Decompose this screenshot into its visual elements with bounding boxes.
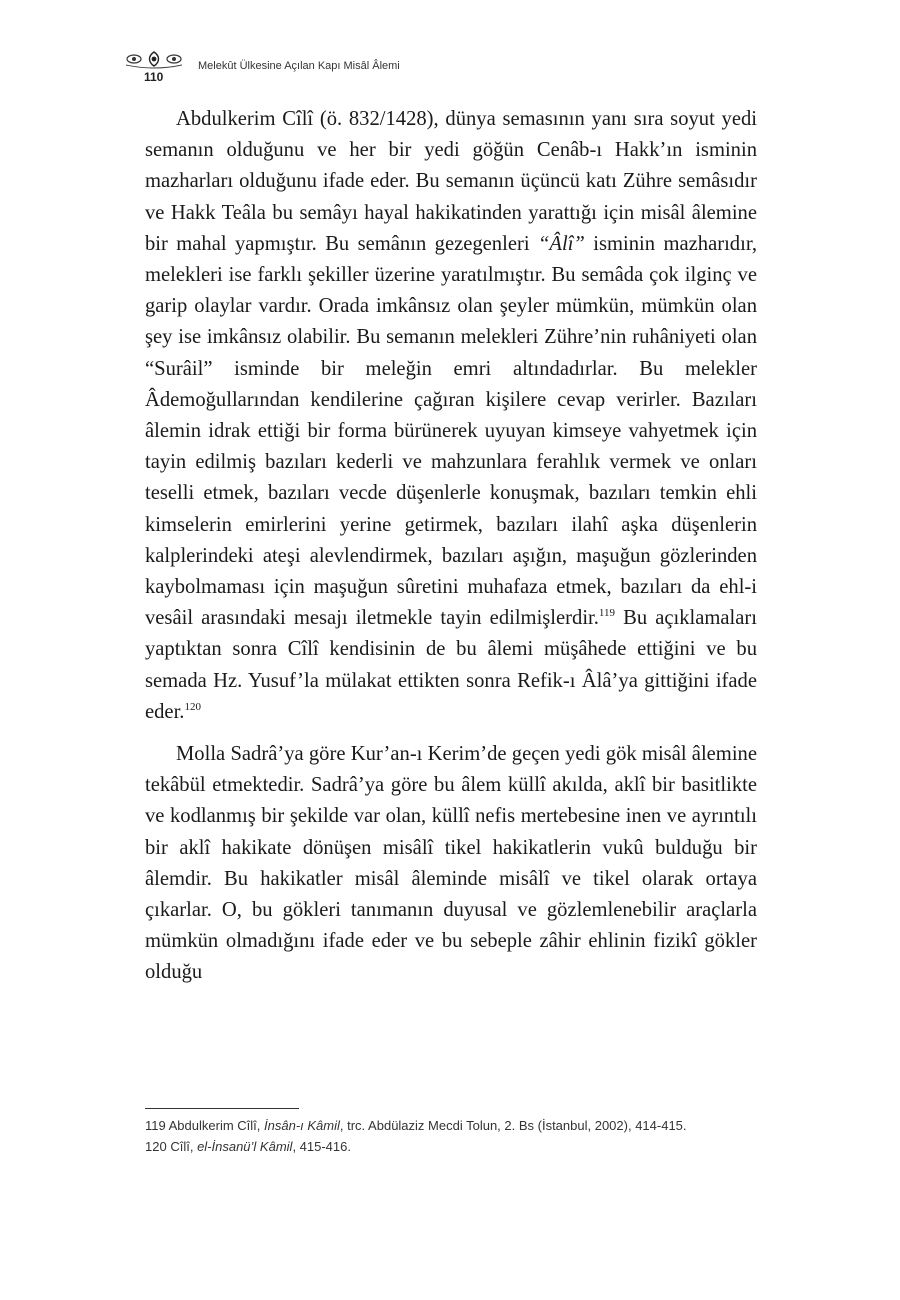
paragraph: [145, 739, 757, 989]
footnote-item: [145, 1116, 757, 1136]
footnote-ref-119[interactable]: 119: [598, 607, 616, 620]
footnote-divider: [145, 1108, 299, 1109]
footnote-title: İnsân-ı Kâmil: [264, 1118, 340, 1133]
paragraph-text: Molla Sadrâ’ya göre Kur’an-ı Kerim’de geçen yedi gök misâl âlemine tekâbül etmektedir. Sadrâ’ya göre bu âlem küllî akılda, aklî bir basitlikte ve kodlanmış bir şekilde var olan, küllî nefis mertebesine inen ve ayrıntılı bir aklî hakikate dönüşen misâlî tikel hakikatlerin vukû bulduğu bir âlemdir. Bu hakikatler misâl âleminde misâlî ve tikel olarak ortaya çıkarlar. O, bu gökleri tanımanın duyusal ve gözlemlenebilir araçlarla mümkün olmadığını ifade eder ve bu sebeple zâhir ehlinin fizikî gökler olduğu: [145, 743, 757, 984]
footnote-number: 119: [145, 1118, 166, 1133]
main-text: [145, 104, 757, 1000]
paragraph: [145, 104, 757, 728]
page-number: 110: [144, 70, 164, 84]
footnote-ref-120[interactable]: 120: [184, 700, 201, 713]
paragraph-text: Abdulkerim Cîlî (ö. 832/1428), dünya semasının yanı sıra soyut yedi semanın olduğunu ve her bir yedi göğün Cenâb-ı Hakk’ın isminin mazharları olduğunu ifade eder. Bu semanın üçüncü katı Zühre semâsıdır ve Hakk Teâla bu semâyı hayal hakikatinden yarattığı için misâl âlemine bir mahal yapmıştır. Bu semânın gezegenleri: [145, 108, 757, 255]
ornament-icon: [124, 50, 184, 72]
footnote-number: 120: [145, 1138, 167, 1154]
footnote-author: Cîlî,: [170, 1138, 198, 1154]
footnote-rest: , 415-416.: [292, 1138, 351, 1154]
footnote-rest: , trc. Abdülaziz Mecdi Tolun, 2. Bs (İstanbul, 2002), 414-415.: [339, 1118, 687, 1133]
paragraph-text: isminin mazharıdır, melekleri ise farklı şekiller üzerine yaratılmıştır. Bu semâda çok ilginç ve garip olaylar vardır. Orada imkânsız olan şeyler mümkün, mümkün olan şey ise imkânsız olabilir. Bu semanın melekleri Zühre’nin ruhâniyeti olan “Surâil” isminde bir meleğin emri altındadırlar. Bu melekler Âdemoğullarından kendilerine çağıran kişilere cevap verirler. Bazıları âlemin idrak ettiği bir forma bürünerek uyuyan kimseye vahyetmek için tayin edilmiş bazıları kederli ve mahzunlara ferahlık vermek ve onları teselli etmek, bazıları vecde düşenlerle konuşmak, bazıları temkin ehli kimselerin emirlerini yerine getirmek, bazıları ilahî aşka düşenlerin kalplerindeki ateşi alevlendirmek, bazıları aşığın, maşuğun gözlerinden kaybolmaması için maşuğun sûretini muhafaza etmek, bazıları da ehl-i vesâil arasındaki mesajı iletmekle tayin edilmişlerdir.: [145, 232, 757, 630]
footnotes: [145, 1116, 757, 1157]
footnote-title: el-İnsanü’l Kâmil: [197, 1138, 293, 1154]
paragraph-text: Bu açıklamaları yaptıktan sonra Cîlî kendisinin de bu âlemi müşâhede ettiğini ve bu semada Hz. Yusuf’la mülakat ettikten sonra Refik-ı Âlâ’ya gittiğini ifade eder.: [145, 607, 757, 723]
running-title: Melekût Ülkesine Açılan Kapı Misâl Âlemi: [198, 60, 400, 72]
quoted-name: “Âlî”: [537, 232, 585, 255]
footnote-item: [145, 1137, 757, 1157]
footnote-author: Abdulkerim Cîlî,: [168, 1118, 265, 1133]
